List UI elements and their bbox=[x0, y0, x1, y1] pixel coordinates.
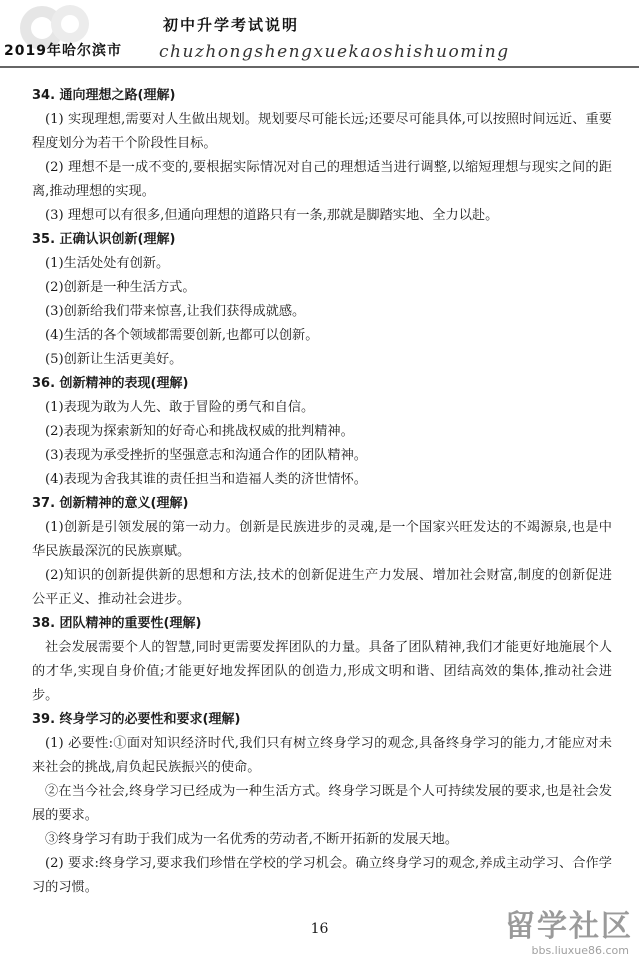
paragraph: (2) 要求:终身学习,要求我们珍惜在学校的学习机会。确立终身学习的观念,养成主动学习、合作学习的习惯。 bbox=[32, 856, 612, 895]
paragraph: (2) 理想不是一成不变的,要根据实际情况对自己的理想适当进行调整,以缩短理想与现实之间的距离,推动理想的实现。 bbox=[32, 160, 612, 199]
paragraph: 社会发展需要个人的智慧,同时更需要发挥团队的力量。具备了团队精神,我们才能更好地施展个人的才华,实现自身价值;才能更好地发挥团队的创造力,形成文明和谐、团结高效的集体,推动社会进步。 bbox=[32, 640, 612, 703]
paragraph: (1)生活处处有创新。 bbox=[45, 256, 170, 271]
document-body bbox=[32, 84, 612, 900]
page-number: 16 bbox=[310, 921, 329, 937]
section-39 bbox=[32, 708, 612, 900]
section-35 bbox=[32, 228, 612, 372]
paragraph: (5)创新让生活更美好。 bbox=[45, 352, 183, 367]
watermark-text: 留学社区 bbox=[505, 909, 633, 944]
section-title: 35. 正确认识创新(理解) bbox=[32, 232, 176, 247]
section-38 bbox=[32, 612, 612, 708]
watermark-url: bbs.liuxue86.com bbox=[531, 944, 629, 957]
paragraph: (2)表现为探索新知的好奇心和挑战权威的批判精神。 bbox=[45, 424, 354, 439]
header-pinyin: chuzhongshengxuekaoshishuoming bbox=[159, 42, 510, 62]
section-title: 39. 终身学习的必要性和要求(理解) bbox=[32, 712, 241, 727]
section-title: 37. 创新精神的意义(理解) bbox=[32, 496, 189, 511]
paragraph: (1)表现为敢为人先、敢于冒险的勇气和自信。 bbox=[45, 400, 315, 415]
header-title: 初中升学考试说明 bbox=[163, 16, 300, 34]
paragraph: (1)创新是引领发展的第一动力。创新是民族进步的灵魂,是一个国家兴旺发达的不竭源泉,也是中华民族最深沉的民族禀赋。 bbox=[32, 520, 612, 559]
section-title: 36. 创新精神的表现(理解) bbox=[32, 376, 189, 391]
watermark-logo bbox=[493, 910, 633, 962]
paragraph: (3)表现为承受挫折的坚强意志和沟通合作的团队精神。 bbox=[45, 448, 367, 463]
paragraph: ③终身学习有助于我们成为一名优秀的劳动者,不断开拓新的发展天地。 bbox=[45, 832, 459, 847]
header-region-label: 2019年哈尔滨市 bbox=[4, 43, 122, 59]
paragraph: (3)创新给我们带来惊喜,让我们获得成就感。 bbox=[45, 304, 306, 319]
paragraph: (2)知识的创新提供新的思想和方法,技术的创新促进生产力发展、增加社会财富,制度的创新促进公平正义、推动社会进步。 bbox=[32, 568, 612, 607]
header-divider bbox=[0, 66, 639, 68]
section-34 bbox=[32, 84, 612, 228]
section-title: 34. 通向理想之路(理解) bbox=[32, 88, 176, 103]
paragraph: (1) 实现理想,需要对人生做出规划。规划要尽可能长远;还要尽可能具体,可以按照时间远近、重要程度划分为若干个阶段性目标。 bbox=[32, 112, 612, 151]
paragraph: (1) 必要性:①面对知识经济时代,我们只有树立终身学习的观念,具备终身学习的能力,才能应对未来社会的挑战,肩负起民族振兴的使命。 bbox=[32, 736, 612, 775]
paragraph: (4)生活的各个领域都需要创新,也都可以创新。 bbox=[45, 328, 319, 343]
section-title: 38. 团队精神的重要性(理解) bbox=[32, 616, 202, 631]
section-37 bbox=[32, 492, 612, 612]
paragraph: (3) 理想可以有很多,但通向理想的道路只有一条,那就是脚踏实地、全力以赴。 bbox=[45, 208, 499, 223]
paragraph: (4)表现为舍我其谁的责任担当和造福人类的济世情怀。 bbox=[45, 472, 367, 487]
section-36 bbox=[32, 372, 612, 492]
paragraph: (2)创新是一种生活方式。 bbox=[45, 280, 196, 295]
paragraph: ②在当今社会,终身学习已经成为一种生活方式。终身学习既是个人可持续发展的要求,也是社会发展的要求。 bbox=[32, 784, 612, 823]
